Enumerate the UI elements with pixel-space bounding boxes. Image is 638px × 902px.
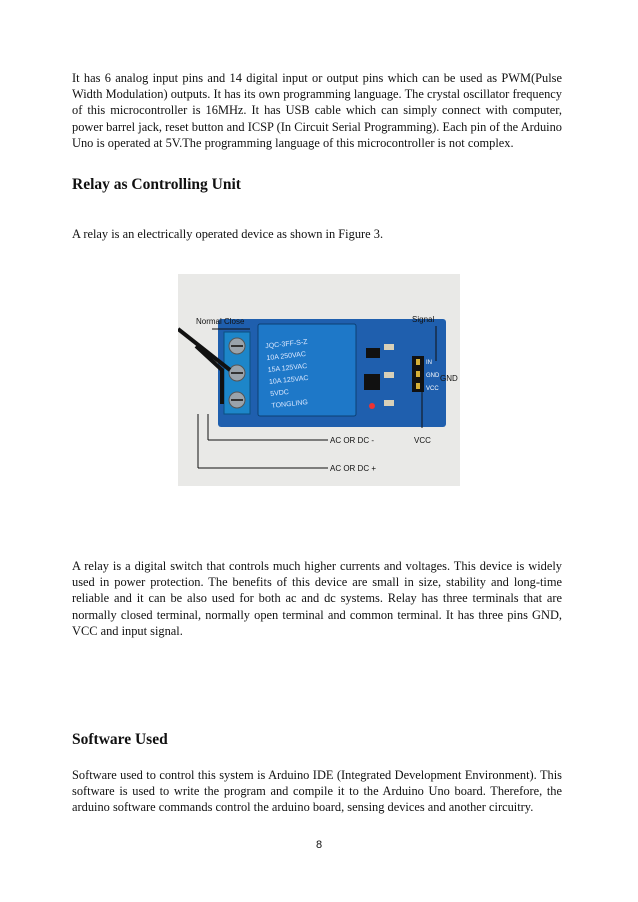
resistor-2 [384, 372, 394, 378]
pin-label-in: IN [426, 360, 432, 366]
heading-software: Software Used [72, 731, 168, 748]
resistor-3 [384, 400, 394, 406]
relay-text-3: 15A 125VAC [267, 362, 308, 375]
transistor [366, 348, 380, 358]
label-vcc: VCC [414, 436, 431, 445]
label-normal-close: Normal Close [196, 317, 245, 326]
label-gnd: GND [440, 374, 458, 383]
relay-text-4: 10A 125VAC [268, 374, 309, 387]
led-indicator [369, 403, 375, 409]
relay-text-1: JQC-3FF-S-Z [264, 338, 308, 351]
paragraph-relay-description: A relay is a digital switch that controls much higher currents and voltages. This device is widely used in power protection. The benefits of this device are small in size, stability and long-time reliable and it can be also used for both ac and dc systems. Relay has three terminals that are normally closed terminal, normally open terminal and common terminal. It has three pins GND, VCC and input signal. [72, 559, 562, 638]
diode [364, 374, 380, 390]
label-ac-dc-plus: AC OR DC + [330, 464, 377, 473]
paragraph-arduino-specs: It has 6 analog input pins and 14 digital input or output pins which can be used as PWM(Pulse Width Modulation) outputs. It has its own programming language. The crystal oscillator frequency of this microcontroller is 16MHz. It has USB cable which can simply connect with computer, power barrel jack, reset button and ICSP (In Circuit Serial Programming). Each pin of the Arduino Uno is operated at 5V.The programming language of this microcontroller is not complex. [72, 71, 562, 150]
label-signal: Signal [412, 315, 435, 324]
paragraph-software: Software used to control this system is Arduino IDE (Integrated Development Environment). This software is used to write the program and compile it to the Arduino Uno board. Therefore, the arduino software commands control the arduino board, sensing devices and another circuitry. [72, 768, 562, 815]
label-ac-dc-minus: AC OR DC - [330, 436, 374, 445]
paragraph-relay-intro: A relay is an electrically operated device as shown in Figure 3. [72, 227, 384, 241]
relay-text-2: 10A 250VAC [266, 351, 307, 363]
pin-label-vcc: VCC [426, 386, 439, 392]
page-number: 8 [315, 839, 323, 851]
resistor-1 [384, 344, 394, 350]
heading-relay: Relay as Controlling Unit [72, 176, 241, 193]
relay-module-figure [178, 274, 460, 486]
relay-text-6: TONGLING [271, 399, 309, 410]
relay-text-5: 5VDC [269, 389, 290, 398]
pin-label-gnd: GND [426, 373, 440, 379]
